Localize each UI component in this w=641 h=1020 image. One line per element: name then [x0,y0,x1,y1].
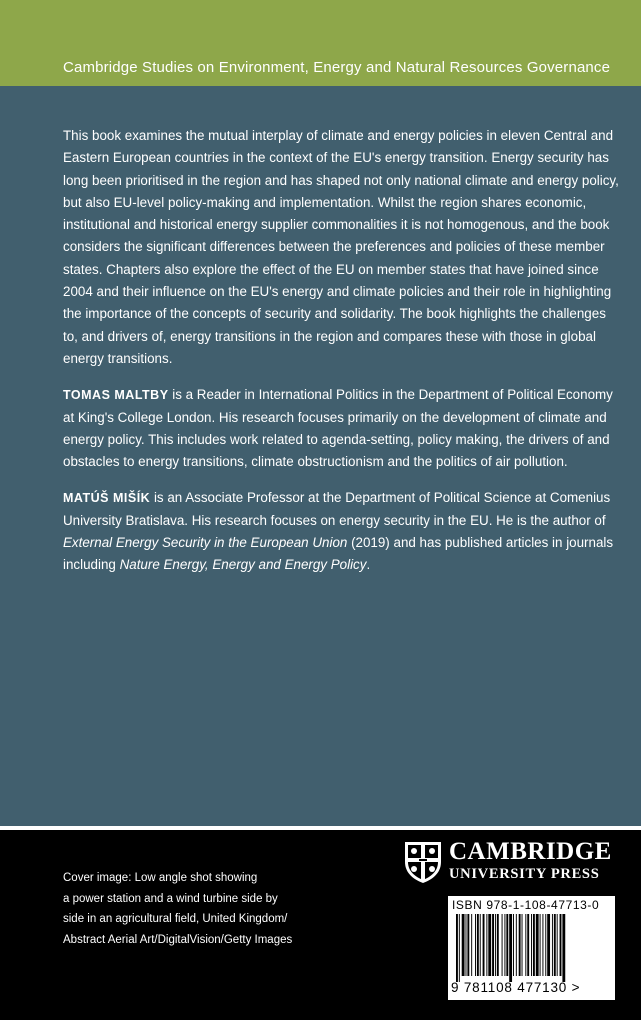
author-bio-1 [63,384,623,473]
author-bio-1-text: is a Reader in International Politics in the Department of Political Economy at King's College London. His research focuses primarily on the development of climate and energy policy. This includes work related to agenda-setting, policy making, the drivers of and obstacles to energy transitions, climate obstructionism and the politics of air pollution. [63,387,613,470]
barcode-bar [467,914,469,976]
back-cover-text [63,125,623,591]
author-journals: Nature Energy, Energy and Energy Policy [119,557,367,573]
barcode-bar [497,914,499,976]
isbn-label: ISBN 978-1-108-47713-0 [452,898,600,912]
barcode-bar [525,914,526,976]
barcode-bar [513,914,514,976]
barcode-bar [459,914,460,982]
series-band [0,0,641,86]
barcode-bar [557,914,558,976]
cover-credit [63,868,343,950]
barcode-bar [545,914,546,976]
barcode-bar [540,914,541,976]
barcode-bar [502,914,503,976]
isbn-barcode [448,896,615,1000]
barcode-bar [462,914,465,976]
crest-icon [403,840,443,884]
author-name-1: TOMAS MALTBY [63,388,169,403]
barcode-digits: 9 781108 477130 > [451,980,581,995]
barcode-bar [480,914,481,976]
barcode-bar [560,914,562,976]
cover-credit-line: Cover image: Low angle shot showing [63,872,258,884]
barcode-bar [516,914,517,976]
barcode-bar [552,914,553,976]
barcode-bar [527,914,529,976]
publisher-subtitle: UNIVERSITY PRESS [449,866,600,882]
barcode-bar [519,914,521,976]
author-bio-2-text-c: . [366,557,371,573]
author-name-2: MATÚŠ MIŠÍK [63,491,151,506]
author-bio-2-text-a: is an Associate Professor at the Department of Political Science at Comenius University Bratislava. His research focuses on energy security in the EU. He is the author of [63,490,611,528]
barcode-bar [471,914,472,976]
barcode-bar [475,914,476,976]
barcode-bar [533,914,535,976]
barcode-bar [531,914,532,976]
barcode-bar [509,914,512,982]
author-bio-2-text-b: (2019) and has published articles in journals including [63,535,614,573]
author-bio-2 [63,487,623,576]
barcode-bar [456,914,458,982]
barcode-bar [483,914,485,976]
series-title: Cambridge Studies on Environment, Energy and Natural Resources Governance [63,59,611,76]
barcode-bar [466,914,467,976]
barcode-bar [554,914,556,976]
publisher-name: CAMBRIDGE [449,838,612,865]
barcode-bar [562,914,565,982]
cover-credit-line: side in an agricultural field, United Kingdom/ [63,913,288,925]
barcode-bar [492,914,494,976]
barcode-bar [486,914,487,976]
barcode-bar [488,914,491,976]
barcode-bar [547,914,550,976]
author-book-title: External Energy Security in the European Union [63,535,348,551]
barcode-bar [504,914,505,976]
publisher-logo [403,838,623,888]
cover-credit-line: Abstract Aerial Art/DigitalVision/Getty Images [63,933,293,946]
book-description: This book examines the mutual interplay of climate and energy policies in eleven Central and Eastern European countries in the context of the EU's energy transition. Energy security has long been prioritised in the region and has shaped not only national climate and energy policy, but also EU-level policy-making and implementation. Whilst the region shares economic, institutional and historical energy supplier commonalities it is not homogenous, and the book considers the significant differences between the preferences and policies of these member states. Chapters also explore the effect of the EU on member states that have joined since 2004 and their influence on the EU's energy and climate policies and their role in highlighting the importance of the concepts of security and solidarity. The book highlights the challenges to, and drivers of, energy transitions in the region and compares these with those in global energy transitions. [63,128,619,366]
barcode-bar [477,914,479,976]
barcode-icon [454,914,609,982]
barcode-bar [506,914,508,976]
barcode-bar [495,914,496,976]
cover-credit-line: a power station and a wind turbine side by [63,892,278,905]
barcode-bar [542,914,543,976]
barcode-bar [522,914,523,976]
barcode-bar [536,914,539,976]
